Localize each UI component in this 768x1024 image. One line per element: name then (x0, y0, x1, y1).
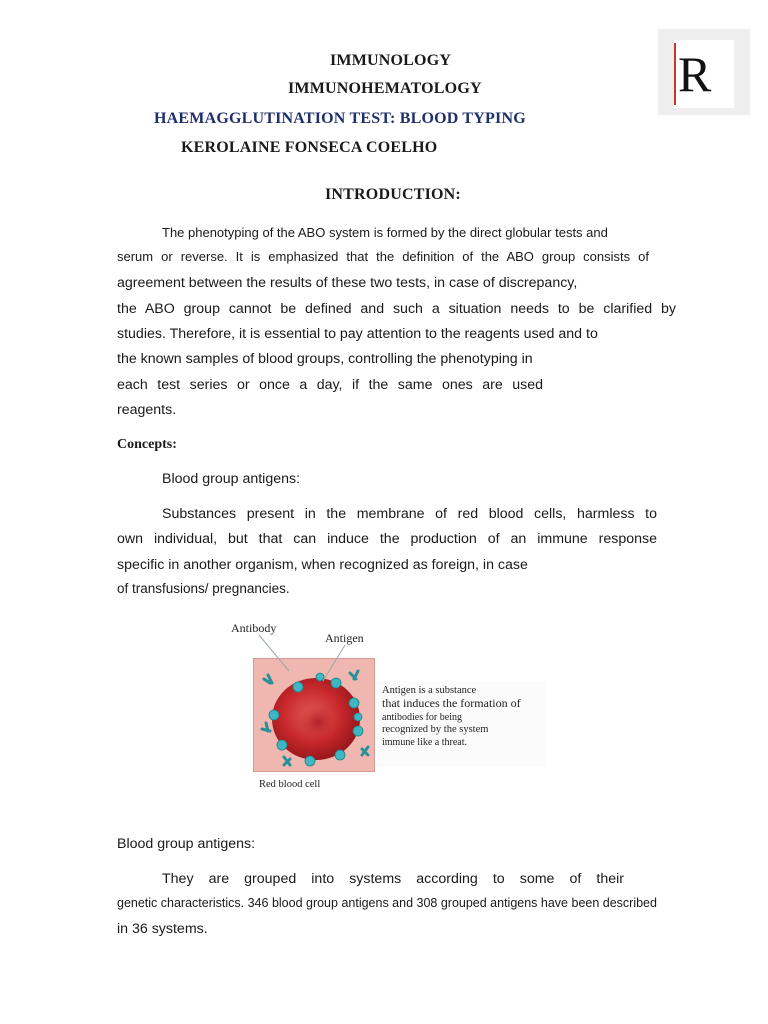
section2-line-1: They are grouped into systems according to some of their (162, 871, 624, 887)
concepts-line-2: own individual, but that can induce the production of an immune response (117, 531, 657, 547)
antigen-callout (377, 681, 545, 767)
concepts-line-4: of transfusions/ pregnancies. (117, 581, 290, 596)
antigen-figure (225, 615, 555, 800)
callout-line-1: Antigen is a substance (382, 685, 477, 696)
subject-heading: IMMUNOLOGY (330, 52, 452, 69)
intro-line-7: each test series or once a day, if the same ones are used (117, 377, 543, 393)
section2-line-2: genetic characteristics. 346 blood group antigens and 308 grouped antigens have been described (117, 896, 657, 910)
topic-heading: IMMUNOHEMATOLOGY (288, 80, 482, 97)
section2-heading: Blood group antigens: (117, 836, 256, 852)
introduction-heading: INTRODUCTION: (325, 186, 461, 203)
intro-line-4: the ABO group cannot be defined and such a situation needs to be clarified by (117, 301, 676, 317)
concepts-line-1: Substances present in the membrane of red blood cells, harmless to (162, 506, 657, 522)
intro-line-8: reagents. (117, 402, 177, 418)
callout-line-3: antibodies for being (382, 712, 462, 723)
intro-line-1: The phenotyping of the ABO system is formed by the direct globular tests and (162, 225, 608, 240)
callout-line-4: recognized by the system (382, 724, 489, 735)
antibody-label: Antibody (231, 621, 277, 635)
red-blood-cell-label: Red blood cell (259, 779, 321, 790)
author-name: KEROLAINE FONSECA COELHO (181, 139, 438, 156)
concepts-heading: Concepts: (117, 437, 177, 452)
callout-line-5: immune like a threat. (382, 737, 467, 748)
concepts-subheading: Blood group antigens: (162, 471, 301, 487)
intro-line-2: serum or reverse. It is emphasized that the definition of the ABO group consists of (117, 249, 649, 264)
section2-line-3: in 36 systems. (117, 921, 208, 937)
logo (658, 29, 750, 115)
antigen-label: Antigen (325, 631, 364, 645)
callout-line-2: that induces the formation of (382, 696, 521, 710)
document-title: HAEMAGGLUTINATION TEST: BLOOD TYPING (154, 110, 526, 127)
intro-line-6: the known samples of blood groups, controlling the phenotyping in (117, 351, 533, 367)
concepts-line-3: specific in another organism, when recognized as foreign, in case (117, 557, 528, 573)
intro-line-5: studies. Therefore, it is essential to pay attention to the reagents used and to (117, 326, 598, 342)
logo-letter: R (678, 46, 712, 102)
label-pointers (225, 615, 385, 695)
intro-line-3: agreement between the results of these two tests, in case of discrepancy, (117, 275, 578, 291)
